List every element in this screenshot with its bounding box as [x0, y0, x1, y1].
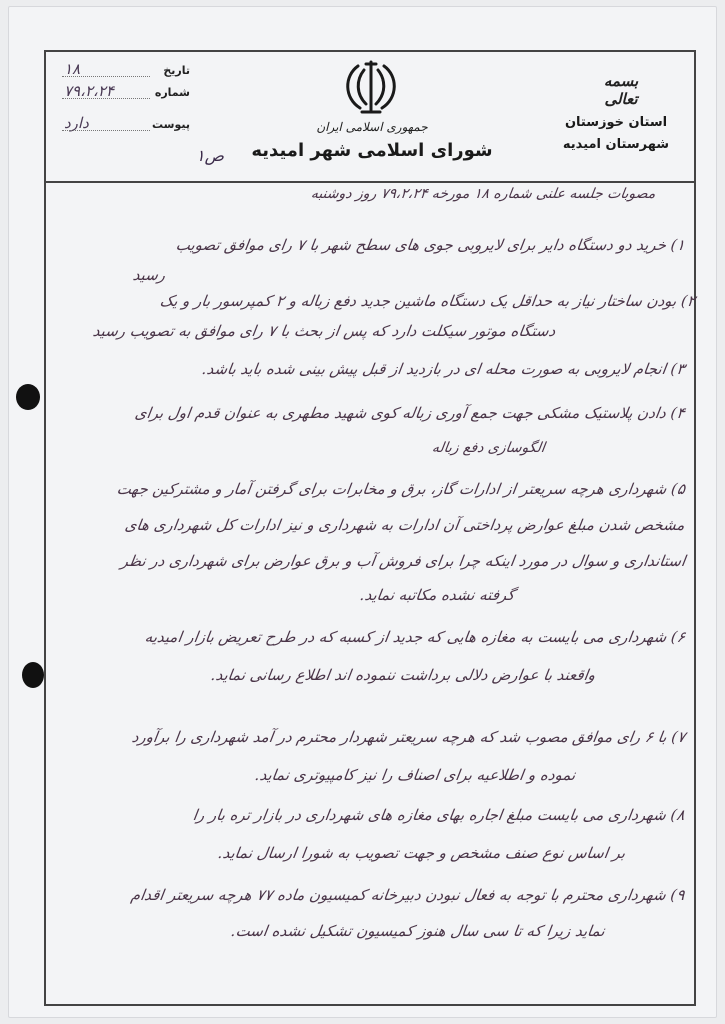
minutes-line: ۸) شهرداری می بایست مبلغ اجاره بهای مغازه های شهرداری در بازار تره بار را — [192, 806, 687, 824]
number-label: شماره — [154, 86, 190, 99]
attachment-field — [60, 114, 190, 136]
page-marker: ص۱ — [196, 146, 224, 165]
punch-hole — [22, 662, 44, 688]
minutes-line: بر اساس نوع صنف مشخص و جهت تصویب به شورا ارسال نماید. — [216, 844, 627, 862]
county-name: شهرستان امیدیه — [562, 137, 670, 152]
minutes-line: ۷) با ۶ رای موافق مصوب شد که هرچه سریعتر شهردار محترم در آمد شهرداری را برآورد — [130, 728, 687, 746]
iran-emblem-icon — [338, 58, 404, 118]
punch-hole — [16, 384, 40, 410]
minutes-heading: مصوبات جلسه علنی شماره ۱۸ مورخه ۷۹،۲،۲۴ روز دوشنبه — [309, 186, 657, 202]
attachment-label: پیوست — [152, 118, 190, 131]
province-name: استان خوزستان — [564, 115, 668, 130]
number-dotted-line — [62, 98, 150, 99]
minutes-line: دستگاه موتور سیکلت دارد که پس از بحث با ۷ رای موافق به تصویب رسید — [91, 322, 557, 340]
republic-caption: جمهوری اسلامی ایران — [316, 120, 428, 134]
bismillah-heading: بسمه تعالی — [603, 72, 639, 108]
minutes-line: نماید زیرا که تا سی سال هنوز کمیسیون تشکیل نشده است. — [230, 922, 607, 940]
header-divider — [44, 181, 696, 183]
minutes-line: ۶) شهرداری می بایست به مغازه هایی که جدید از کسبه که در طرح تعریض بازار امیدیه — [143, 628, 687, 646]
attachment-dotted-line — [62, 130, 150, 131]
minutes-line: ۹) شهرداری محترم با توجه به فعال نبودن دبیرخانه کمیسیون ماده ۷۷ هرچه سریعتر اقدام — [130, 886, 687, 904]
minutes-line: ۵) شهرداری هرچه سریعتر از ادارات گاز، برق و مخابرات برای گرفتن آمار و مشترکین جهت — [115, 480, 687, 498]
minutes-line: الگوسازی دفع زباله — [431, 440, 547, 456]
province-block — [556, 112, 676, 156]
minutes-line: ۴) دادن پلاستیک مشکی جهت جمع آوری زباله کوی شهید مطهری به عنوان قدم اول برای — [134, 404, 687, 422]
minutes-line: ۳) انجام لایروبی به صورت محله ای در بازدید از قبل پیش بینی شده باید باشد. — [201, 360, 687, 378]
date-field — [60, 60, 190, 82]
minutes-line: ۱) خرید دو دستگاه دایر برای لایروبی جوی های سطح شهر با ۷ رای موافق تصویب — [174, 236, 687, 254]
minutes-line: واقعند با عوارض دلالی برداشت ننموده اند اطلاع رسانی نماید. — [209, 666, 597, 684]
date-value: ۱۸ — [64, 60, 81, 78]
minutes-line: استانداری و سوال در مورد اینکه چرا برای فروش آب و برق عوارض برای شهرداری در نظر — [119, 552, 687, 570]
date-dotted-line — [62, 76, 150, 77]
letter-meta — [60, 60, 190, 136]
minutes-line: رسید — [131, 266, 167, 284]
minutes-line: مشخص شدن مبلغ عوارض پرداختی آن ادارات به شهرداری و نیز ادارات کل شهرداری های — [124, 516, 687, 534]
number-value: ۷۹،۲،۲۴ — [64, 82, 114, 100]
minutes-line: نموده و اطلاعیه برای اصناف را نیز کامپیوتری نماید. — [253, 766, 577, 784]
attachment-value: دارد — [64, 114, 89, 132]
date-label: تاریخ — [163, 64, 190, 77]
minutes-line: گرفته نشده مکاتبه نماید. — [359, 586, 517, 604]
minutes-line: ۲) بودن ساختار نیاز به حداقل یک دستگاه ماشین جدید دفع زباله و ۲ کمپرسور بار و یک — [158, 292, 697, 310]
number-field — [60, 82, 190, 104]
council-title: شورای اسلامی شهر امیدیه — [251, 140, 493, 161]
